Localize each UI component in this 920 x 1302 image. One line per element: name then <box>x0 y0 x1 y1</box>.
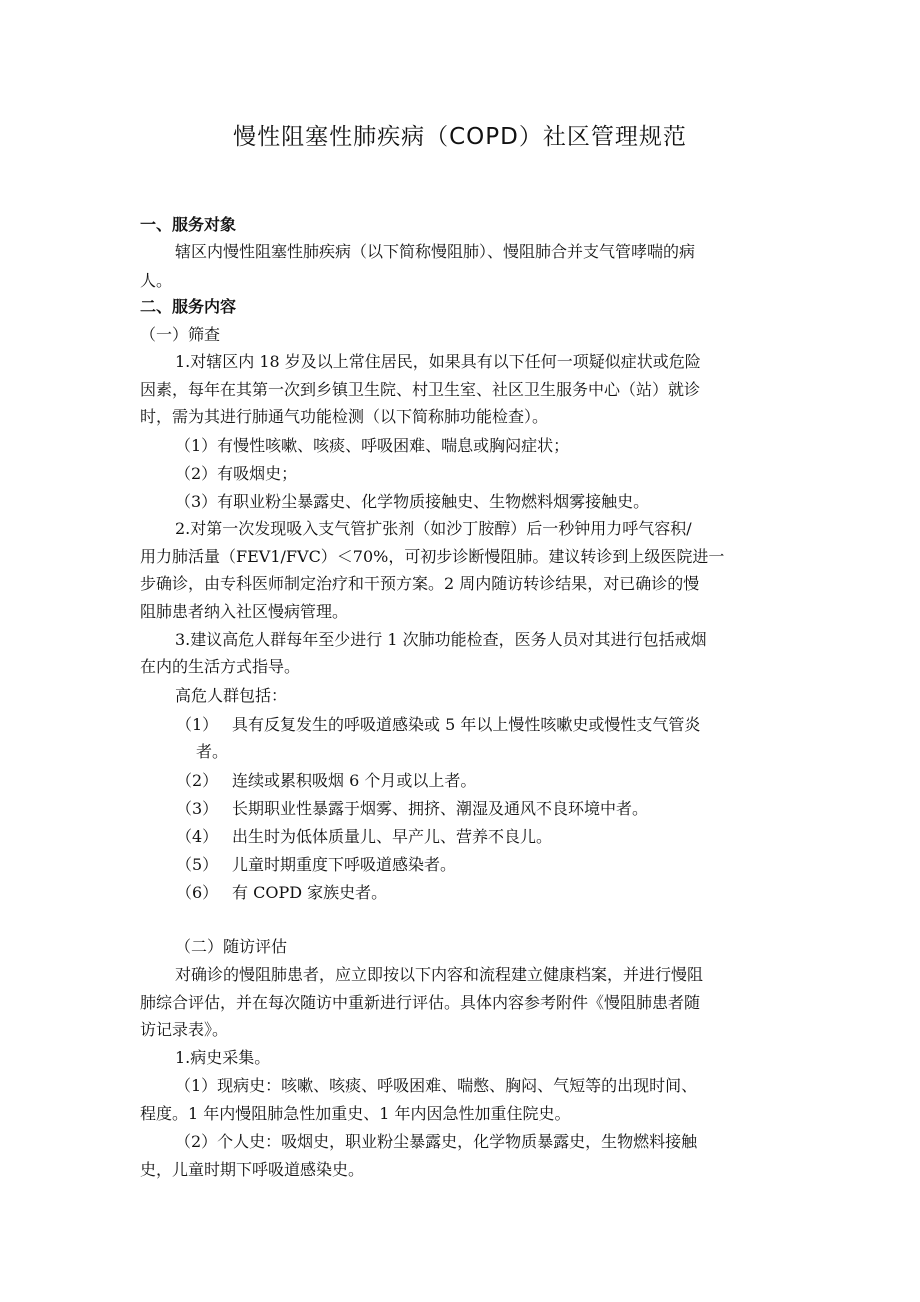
paragraph-line: 肺综合评估，并在每次随访中重新进行评估。具体内容参考附件《慢阻肺患者随 <box>140 993 701 1012</box>
paragraph-line: 程度。1 年内慢阻肺急性加重史、1 年内因急性加重住院史。 <box>140 1104 571 1123</box>
high-risk-item <box>176 850 826 880</box>
list-number: （1） <box>176 715 219 734</box>
paragraph-line: 2.对第一次发现吸入支气管扩张剂（如沙丁胺醇）后一秒钟用力呼气容积/ <box>175 519 692 538</box>
list-text: 儿童时期重度下呼吸道感染者。 <box>232 855 457 874</box>
paragraph-line: 访记录表》。 <box>140 1020 229 1039</box>
paragraph-line: （2）个人史：吸烟史，职业粉尘暴露史，化学物质暴露史，生物燃料接触 <box>175 1132 698 1151</box>
paragraph-line: 在内的生活方式指导。 <box>140 657 301 676</box>
paragraph-line: 对确诊的慢阻肺患者，应立即按以下内容和流程建立健康档案，并进行慢阻 <box>175 965 704 984</box>
subsection-heading-screening: （一）筛查 <box>140 325 221 344</box>
paragraph-line: 阻肺患者纳入社区慢病管理。 <box>140 602 349 621</box>
criteria-item: （1）有慢性咳嗽、咳痰、呼吸困难、喘息或胸闷症状； <box>175 436 570 455</box>
paragraph-line: 时，需为其进行肺通气功能检测（以下简称肺功能检查）。 <box>140 407 549 426</box>
paragraph-line: 1.对辖区内 18 岁及以上常住居民，如果具有以下任何一项疑似症状或危险 <box>175 352 701 371</box>
list-text: 有 COPD 家族史者。 <box>232 883 388 902</box>
paragraph-line: 用力肺活量（FEV1/FVC）＜70%，可初步诊断慢阻肺。建议转诊到上级医院进一 <box>140 547 725 566</box>
high-risk-item <box>176 794 826 824</box>
high-risk-item <box>176 766 826 796</box>
list-number: （2） <box>176 771 219 790</box>
list-number: （4） <box>176 827 219 846</box>
paragraph-line: 步确诊，由专科医师制定治疗和干预方案。2 周内随访转诊结果，对已确诊的慢 <box>140 574 700 593</box>
list-number: （6） <box>176 883 219 902</box>
list-number: （5） <box>176 855 219 874</box>
section-heading-service-content: 二、服务内容 <box>140 297 237 316</box>
page-title: 慢性阻塞性肺疾病（COPD）社区管理规范 <box>233 124 687 150</box>
list-text-continuation: 者。 <box>196 742 229 761</box>
criteria-item: （2）有吸烟史； <box>175 464 298 483</box>
paragraph-line: 3.建议高危人群每年至少进行 1 次肺功能检查，医务人员对其进行包括戒烟 <box>175 630 707 649</box>
high-risk-item <box>176 710 826 740</box>
list-text: 连续或累积吸烟 6 个月或以上者。 <box>232 771 477 790</box>
high-risk-intro: 高危人群包括： <box>175 686 288 705</box>
subsection-heading-followup: （二）随访评估 <box>175 937 288 956</box>
list-text: 长期职业性暴露于烟雾、拥挤、潮湿及通风不良环境中者。 <box>232 799 649 818</box>
paragraph-line: 因素，每年在其第一次到乡镇卫生院、村卫生室、社区卫生服务中心（站）就诊 <box>140 380 701 399</box>
list-text: 具有反复发生的呼吸道感染或 5 年以上慢性咳嗽史或慢性支气管炎 <box>232 715 701 734</box>
high-risk-item <box>176 822 826 852</box>
list-text: 出生时为低体质量儿、早产儿、营养不良儿。 <box>232 827 553 846</box>
criteria-item: （3）有职业粉尘暴露史、化学物质接触史、生物燃料烟雾接触史。 <box>175 492 650 511</box>
paragraph-line: 辖区内慢性阻塞性肺疾病（以下简称慢阻肺）、慢阻肺合并支气管哮喘的病 <box>175 242 696 261</box>
list-number: （3） <box>176 799 219 818</box>
high-risk-item <box>176 878 826 908</box>
paragraph-line: （1）现病史：咳嗽、咳痰、呼吸困难、喘憋、胸闷、气短等的出现时间、 <box>175 1076 698 1095</box>
paragraph-line: 史，儿童时期下呼吸道感染史。 <box>140 1160 365 1179</box>
paragraph-line: 人。 <box>140 271 173 290</box>
history-heading: 1.病史采集。 <box>175 1048 271 1067</box>
section-heading-service-target: 一、服务对象 <box>140 215 237 234</box>
